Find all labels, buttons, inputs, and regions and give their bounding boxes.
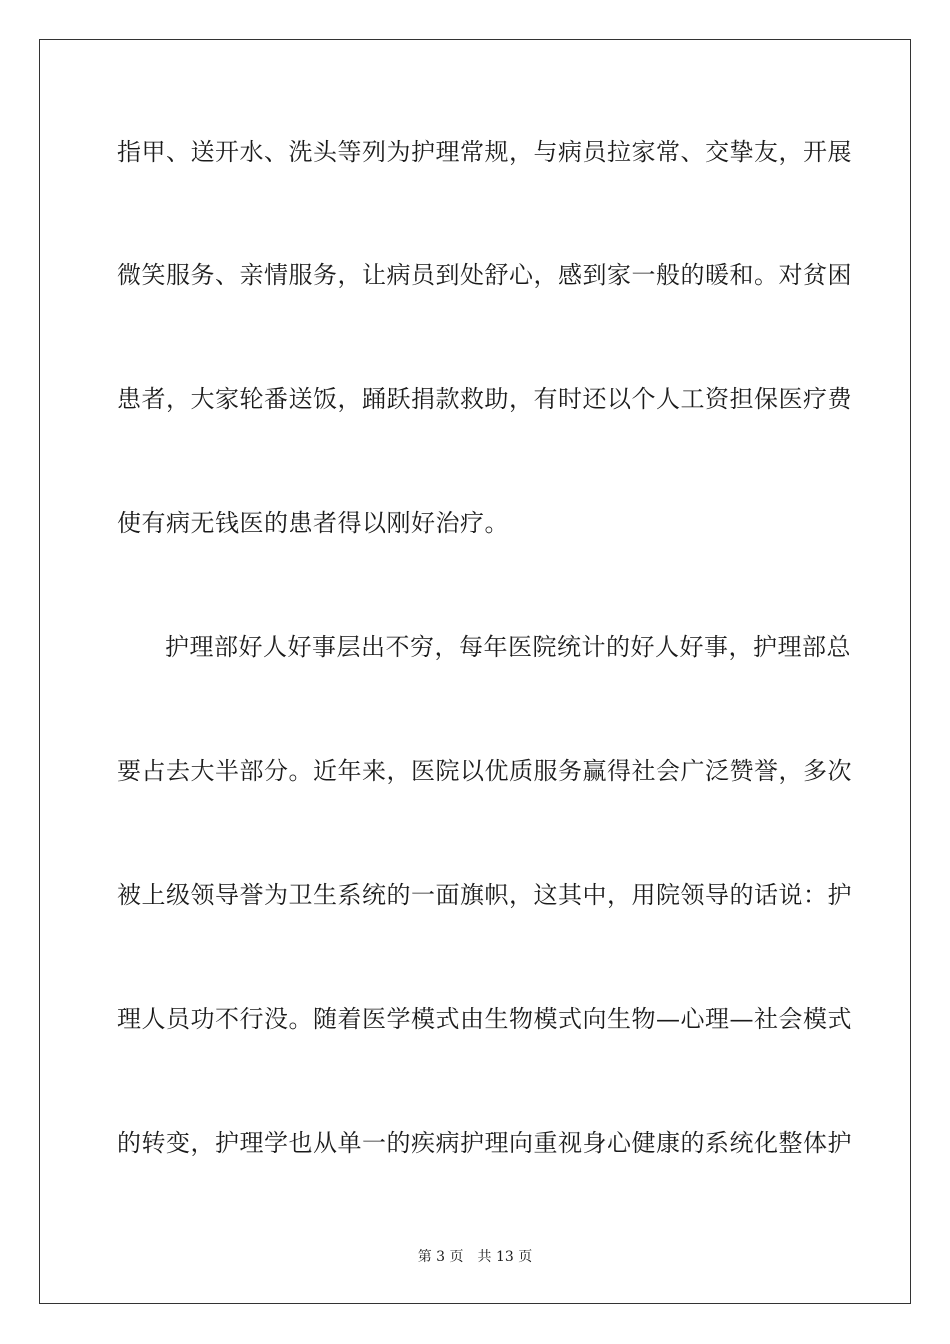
body-text-line: 理人员功不行没。随着医学模式由生物模式向生物—心理—社会模式	[117, 1005, 852, 1033]
page-total: 共 13 页	[477, 1249, 533, 1265]
body-text-line: 的转变，护理学也从单一的疾病护理向重视身心健康的系统化整体护	[117, 1129, 852, 1157]
body-text-line: 微笑服务、亲情服务，让病员到处舒心，感到家一般的暖和。对贫困	[117, 261, 852, 289]
body-text-line: 被上级领导誉为卫生系统的一面旗帜，这其中，用院领导的话说：护	[117, 881, 852, 909]
page-frame	[39, 39, 911, 1304]
body-text-line: 护理部好人好事层出不穷，每年医院统计的好人好事，护理部总	[165, 633, 851, 661]
body-text-line: 患者，大家轮番送饭，踊跃捐款救助，有时还以个人工资担保医疗费	[117, 385, 852, 413]
body-text-line: 使有病无钱医的患者得以刚好治疗。	[117, 509, 509, 537]
page-footer	[0, 1248, 950, 1266]
body-text-line: 指甲、送开水、洗头等列为护理常规，与病员拉家常、交挚友，开展	[117, 138, 852, 166]
page-number: 第 3 页	[417, 1249, 464, 1265]
body-text-line: 要占去大半部分。近年来，医院以优质服务赢得社会广泛赞誉，多次	[117, 757, 852, 785]
